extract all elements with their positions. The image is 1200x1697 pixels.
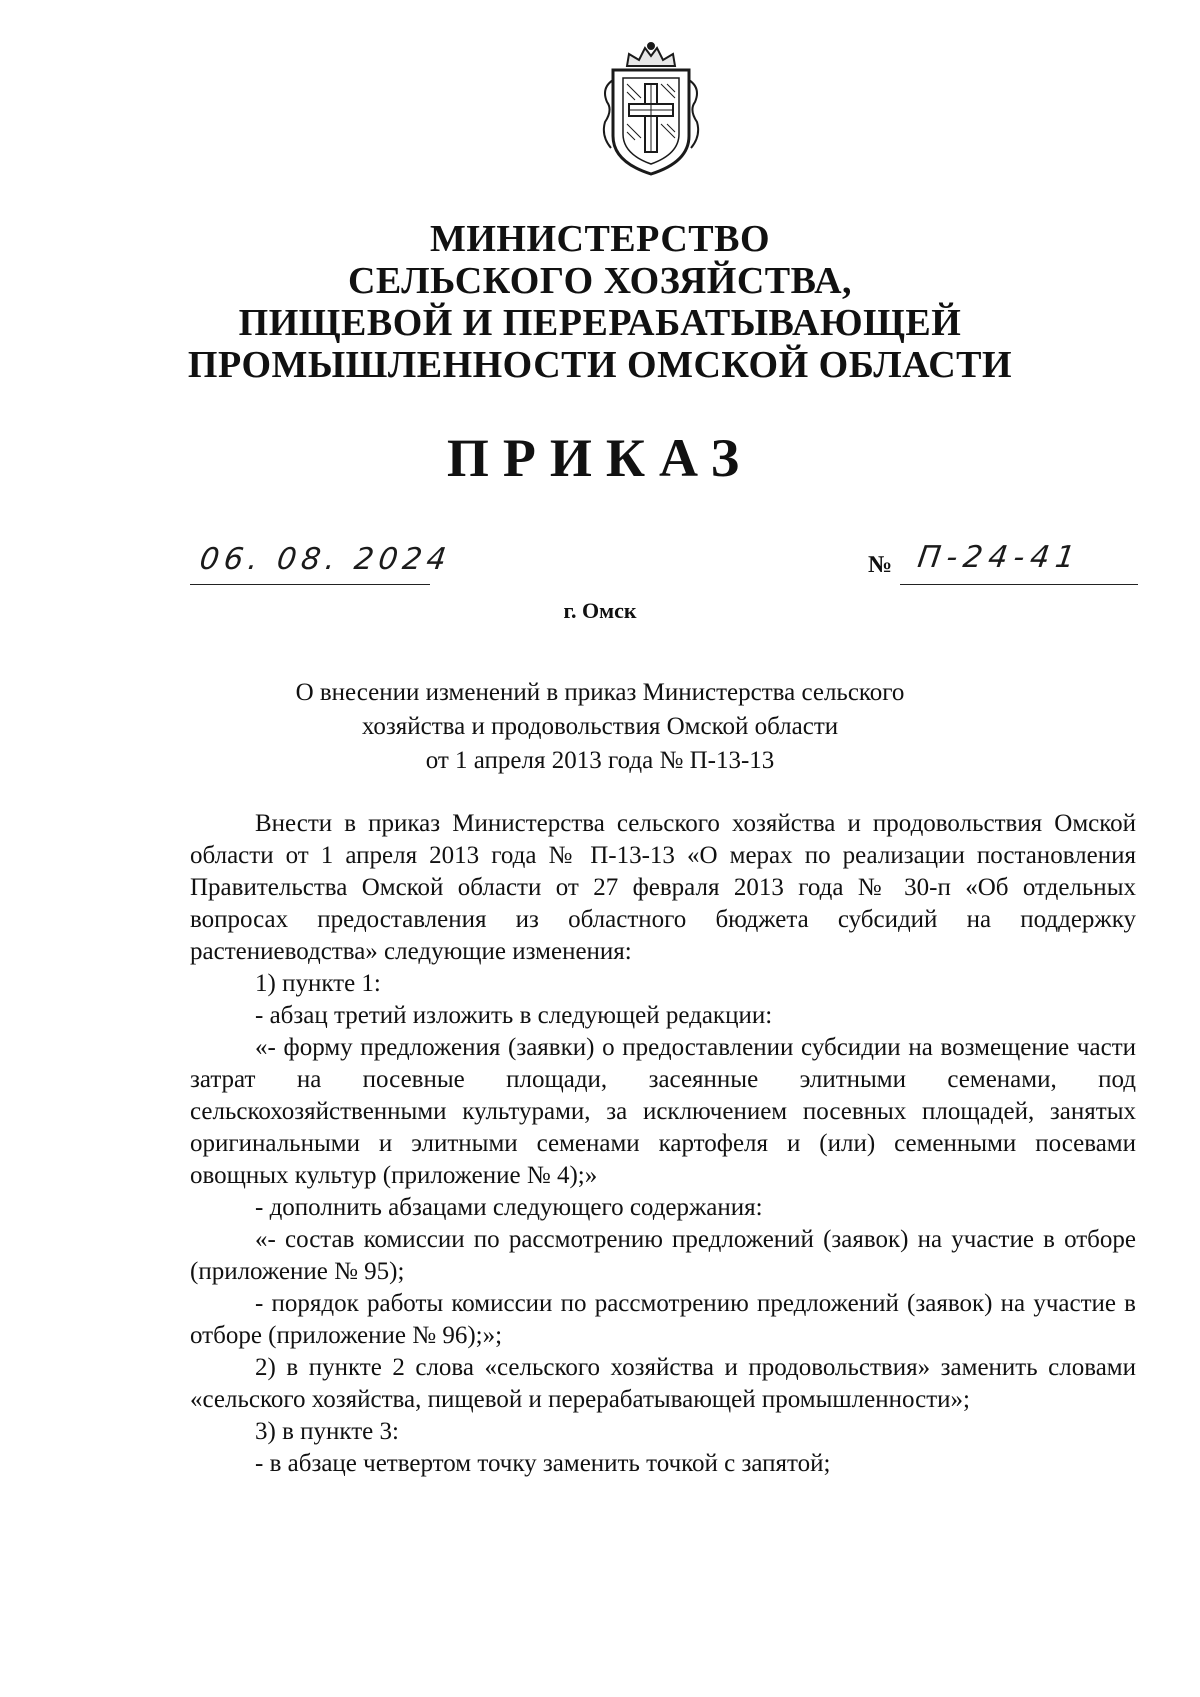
item-1-b2: - порядок работы комиссии по рассмотрению предложений (заявок) на участие в отборе (приложение № 96);»;	[190, 1290, 1136, 1349]
document-subject	[250, 676, 950, 778]
ministry-line: СЕЛЬСКОГО ХОЗЯЙСТВА,	[347, 260, 853, 302]
city-name: г. Омск	[563, 598, 637, 623]
subject-line: от 1 апреля 2013 года № П-13-13	[425, 747, 775, 774]
document-number: П-24-41	[915, 540, 1084, 575]
number-label: №	[868, 552, 893, 578]
item-2: 2) в пункте 2 слова «сельского хозяйства и продовольствия» заменить словами «сельского хозяйства, пищевой и перерабатывающей промышленности»;	[190, 1354, 1136, 1413]
ministry-line: ПРОМЫШЛЕННОСТИ ОМСКОЙ ОБЛАСТИ	[187, 344, 1013, 386]
document-type-title: ПРИКАЗ	[446, 428, 754, 488]
document-number-field	[900, 540, 1138, 585]
ministry-name	[150, 218, 1050, 386]
item-3: 3) в пункте 3:	[255, 1418, 399, 1445]
item-1-a: - абзац третий изложить в следующей редакции:	[255, 1002, 773, 1029]
document-date: 06. 08. 2024	[197, 542, 454, 577]
subject-line: хозяйства и продовольствия Омской области	[361, 713, 839, 740]
coat-of-arms-icon	[599, 40, 703, 180]
item-1-b: - дополнить абзацами следующего содержания:	[255, 1194, 763, 1221]
item-3-a: - в абзаце четвертом точку заменить точкой с запятой;	[255, 1450, 831, 1477]
item-1: 1) пункте 1:	[255, 970, 381, 997]
item-1-b1: «- состав комиссии по рассмотрению предложений (заявок) на участие в отборе (приложение № 95);	[190, 1226, 1136, 1285]
ministry-line: ПИЩЕВОЙ И ПЕРЕРАБАТЫВАЮЩЕЙ	[238, 302, 962, 344]
item-1-quote: «- форму предложения (заявки) о предоставлении субсидии на возмещение части затрат на посевные площади, засеянные элитными семенами, под сельскохозяйственными культурами, за исключением посевных площадей, занятых оригинальными и элитными семенами картофеля и (или) семенными посевами овощных культур (приложение № 4);»	[190, 1034, 1136, 1189]
subject-line: О внесении изменений в приказ Министерства сельского	[295, 679, 905, 706]
ministry-line: МИНИСТЕРСТВО	[429, 218, 771, 260]
document-date-field	[190, 542, 454, 585]
document-body	[190, 808, 1136, 1480]
intro-paragraph: Внести в приказ Министерства сельского хозяйства и продовольствия Омской области от 1 апреля 2013 года № П-13-13 «О мерах по реализации постановления Правительства Омской области от 27 февраля 2013 года № 30-п «Об отдельных вопросах предоставления из областного бюджета субсидий на поддержку растениеводства» следующие изменения:	[190, 810, 1136, 965]
